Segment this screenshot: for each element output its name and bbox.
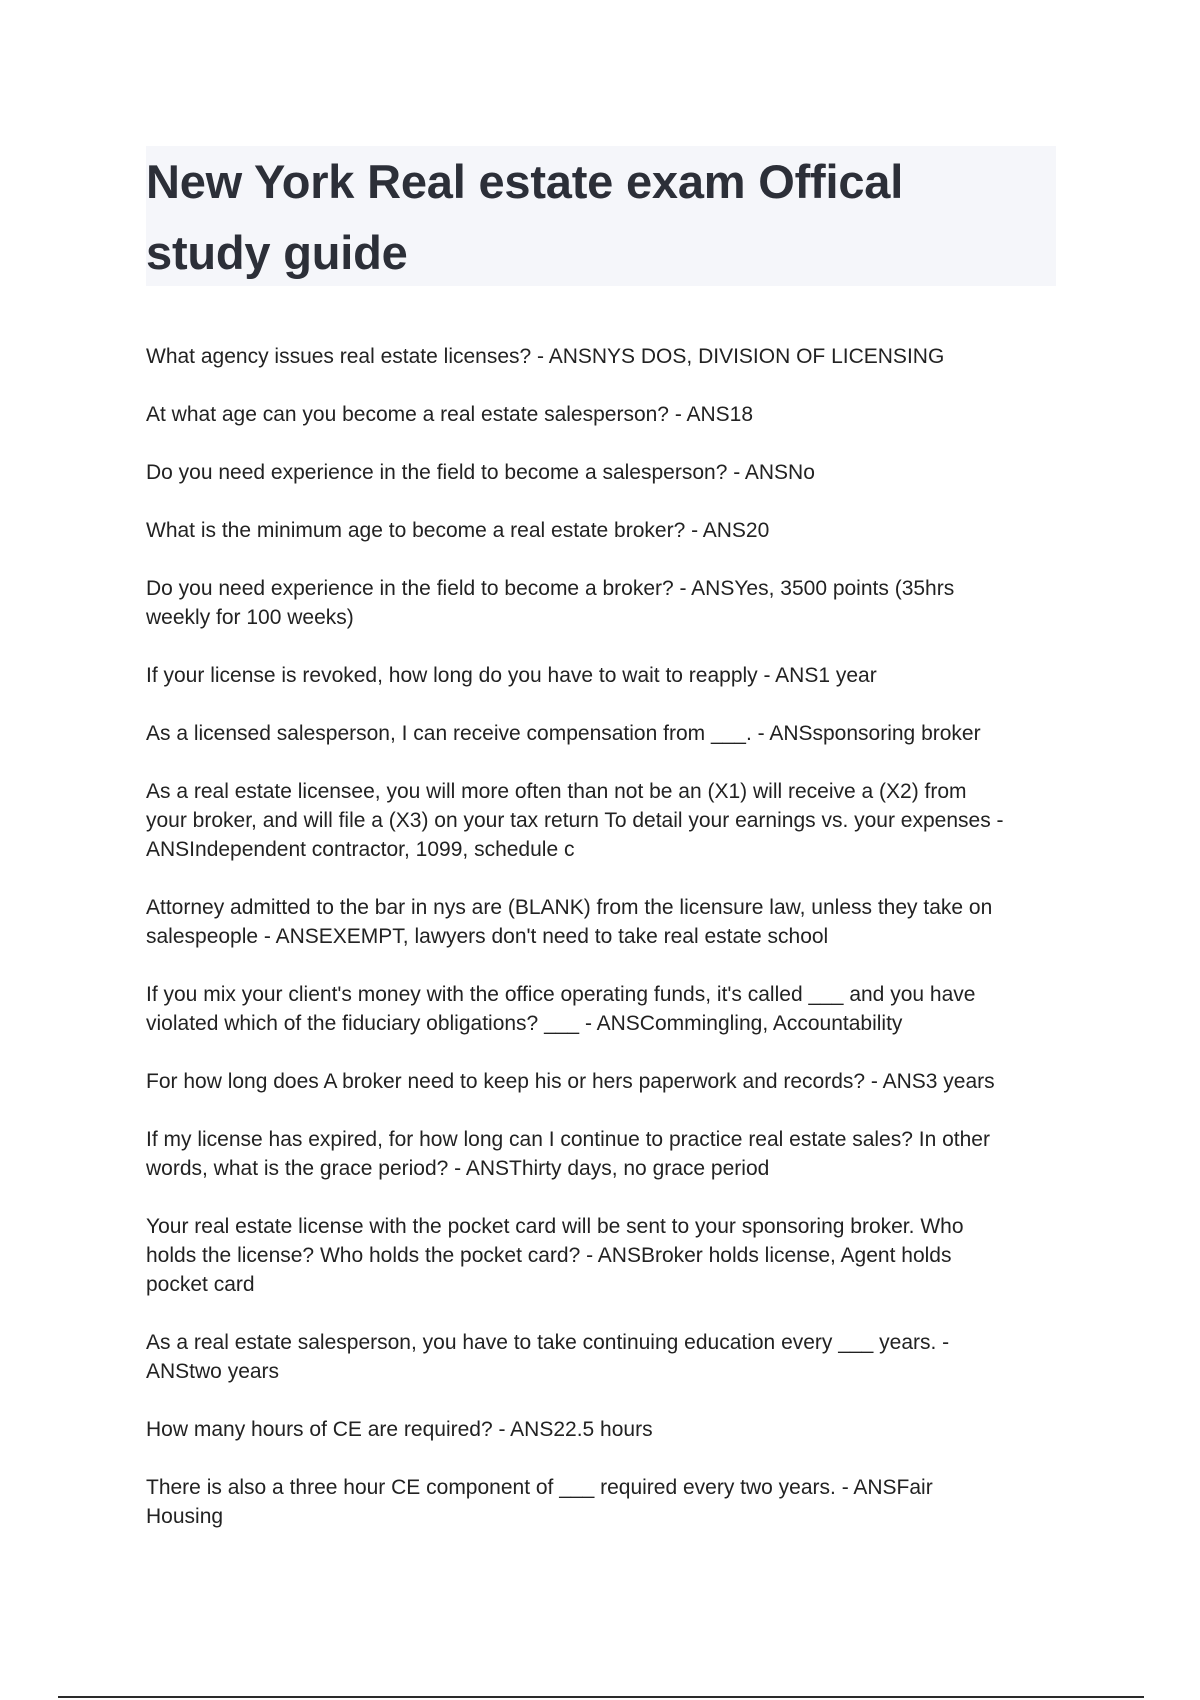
qa-item: What agency issues real estate licenses? - ANSNYS DOS, DIVISION OF LICENSING [146,345,945,368]
page-title-line-1: New York Real estate exam Offical [146,155,904,208]
qa-item: As a real estate salesperson, you have to take continuing education every ___ years. - ANStwo years [146,1331,950,1383]
qa-item: At what age can you become a real estate salesperson? - ANS18 [146,403,754,426]
title-banner [146,146,1056,286]
qa-item: For how long does A broker need to keep his or hers paperwork and records? - ANS3 years [146,1070,995,1093]
footer-divider [58,1696,1144,1698]
qa-item: If my license has expired, for how long can I continue to practice real estate sales? In other words, what is the grace period? - ANSThirty days, no grace period [146,1128,990,1180]
qa-item: As a real estate licensee, you will more often than not be an (X1) will receive a (X2) from your broker, and will file a (X3) on your tax return To detail your earnings vs. your expenses - ANSIndependent contractor, 1099, schedule c [146,780,1004,861]
qa-item: If your license is revoked, how long do you have to wait to reapply - ANS1 year [146,664,877,687]
qa-item: As a licensed salesperson, I can receive compensation from ___. - ANSsponsoring broker [146,722,981,745]
page-title-line-2: study guide [146,226,408,279]
qa-item: Do you need experience in the field to become a salesperson? - ANSNo [146,461,815,484]
qa-item: If you mix your client's money with the office operating funds, it's called ___ and you have violated which of the fiduciary obligations? ___ - ANSCommingling, Accountability [146,983,976,1035]
qa-item: What is the minimum age to become a real estate broker? - ANS20 [146,519,770,542]
qa-item: Do you need experience in the field to become a broker? - ANSYes, 3500 points (35hrs weekly for 100 weeks) [146,577,955,629]
qa-item: Your real estate license with the pocket card will be sent to your sponsoring broker. Who holds the license? Who holds the pocket card? - ANSBroker holds license, Agent holds pocket card [146,1215,964,1296]
page-title [146,146,1056,288]
qa-item: Attorney admitted to the bar in nys are (BLANK) from the licensure law, unless they take on salespeople - ANSEXEMPT, lawyers don't need to take real estate school [146,896,993,948]
qa-item: How many hours of CE are required? - ANS22.5 hours [146,1418,653,1441]
qa-item: There is also a three hour CE component of ___ required every two years. - ANSFair Housing [146,1476,933,1528]
question-answer-list [146,342,1066,1560]
